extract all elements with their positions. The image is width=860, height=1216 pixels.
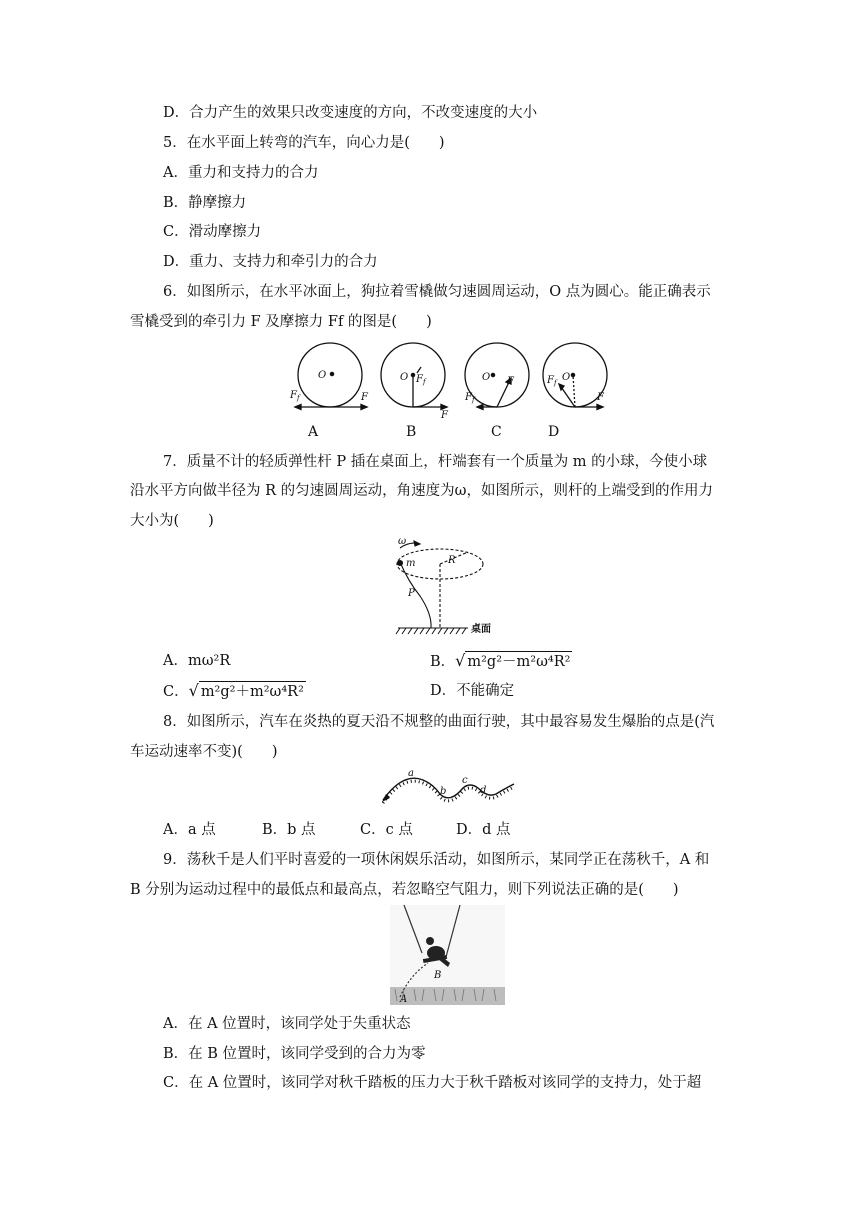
q8-option-d: D．d 点 xyxy=(456,822,511,838)
q7-option-a: A．mω²R xyxy=(163,653,231,669)
fig7-p-label: P xyxy=(408,588,415,599)
q9-option-a: A．在 A 位置时，该同学处于失重状态 xyxy=(163,1016,411,1032)
q9-option-c: C．在 A 位置时，该同学对秋千踏板的压力大于秋千踏板对该同学的支持力，处于超 xyxy=(163,1075,702,1091)
q7-option-c-prefix: C． xyxy=(163,684,189,700)
q8-option-c: C．c 点 xyxy=(360,822,413,838)
q9-figure xyxy=(390,905,505,1005)
fig6-d-f-label: F xyxy=(597,392,604,403)
fig8-point-a-label: a xyxy=(408,768,414,779)
fig6-circle-c xyxy=(465,343,529,407)
fig8-point-b-label: b xyxy=(440,786,447,797)
q9-option-b: B．在 B 位置时，该同学受到的合力为零 xyxy=(163,1046,426,1062)
fig6-caption-d: D xyxy=(548,424,560,440)
q5-stem: 5．在水平面上转弯的汽车，向心力是( ) xyxy=(163,135,445,151)
fig6-b-f-label: F xyxy=(441,410,448,421)
fig7-r-label: R xyxy=(448,555,456,566)
fig6-c-f-label: F xyxy=(507,376,514,387)
fig9-b-label: B xyxy=(434,970,442,981)
fig6-b-o-label: O xyxy=(400,372,409,383)
fig8-point-c-label: c xyxy=(462,775,468,786)
fig6-a-f-label: F xyxy=(361,392,368,403)
fig6-a-ff-label: $F_f$ xyxy=(290,390,300,402)
q7-option-d: D．不能确定 xyxy=(430,683,515,699)
q7-stem-line2: 沿水平方向做半径为 R 的匀速圆周运动，角速度为ω，如图所示，则杆的上端受到的作用力 xyxy=(130,483,713,499)
q8-stem-line1: 8．如图所示，汽车在炎热的夏天沿不规整的曲面行驶，其中最容易发生爆胎的点是(汽 xyxy=(163,714,715,730)
q7-figure xyxy=(388,536,518,641)
q7-option-c: C．√ m²g²＋m²ω⁴R² xyxy=(163,681,304,700)
q5-option-c: C．滑动摩擦力 xyxy=(163,224,262,240)
fig8-point-d-label: d xyxy=(480,785,487,796)
fig6-caption-b: B xyxy=(406,424,417,440)
fig6-c-ff-label: $F_f$ xyxy=(465,392,475,404)
q8-figure xyxy=(378,766,518,808)
q8-option-a: A．a 点 xyxy=(163,822,216,838)
q5-option-d: D．重力、支持力和牵引力的合力 xyxy=(163,254,378,270)
q7-option-c-radicand: m²g²＋m²ω⁴R² xyxy=(199,681,306,702)
q5-option-b: B．静摩擦力 xyxy=(163,195,247,211)
q6-stem-line1: 6．如图所示，在水平冰面上，狗拉着雪橇做匀速圆周运动，O 点为圆心。能正确表示 xyxy=(163,284,711,300)
q7-stem-line3: 大小为( ) xyxy=(130,513,214,529)
fig9-a-label: A xyxy=(400,994,408,1005)
fig7-m-label: m xyxy=(406,558,416,569)
fig6-b-ff-label: $F_f$ xyxy=(416,374,426,386)
fig6-c-o-label: O xyxy=(482,372,491,383)
q6-stem-line2: 雪橇受到的牵引力 F 及摩擦力 Ff 的图是( ) xyxy=(130,314,432,330)
q7-option-b: B．√ m²g²－m²ω⁴R² xyxy=(430,651,571,670)
q7-option-b-radicand: m²g²－m²ω⁴R² xyxy=(465,651,572,672)
fig6-caption-c: C xyxy=(491,424,502,440)
q8-option-b: B．b 点 xyxy=(262,822,316,838)
q8-stem-line2: 车运动速率不变)( ) xyxy=(130,744,278,760)
fig7-table-label: 桌面 xyxy=(471,624,491,635)
q9-stem-line2: B 分别为运动过程中的最低点和最高点，若忽略空气阻力，则下列说法正确的是( ) xyxy=(130,882,679,898)
q7-stem-line1: 7．质量不计的轻质弹性杆 P 插在桌面上，杆端套有一个质量为 m 的小球，今使小球 xyxy=(163,454,708,470)
fig6-d-o-label: O xyxy=(562,372,571,383)
fig6-a-o-label: O xyxy=(318,370,327,381)
fig6-d-ff-label: $F_f$ xyxy=(547,375,557,387)
q5-option-a: A．重力和支持力的合力 xyxy=(163,165,319,181)
q9-stem-line1: 9．荡秋千是人们平时喜爱的一项休闲娱乐活动，如图所示，某同学正在荡秋千，A 和 xyxy=(163,852,710,868)
q6-figure xyxy=(285,340,615,421)
fig7-omega-label: ω xyxy=(398,536,407,547)
q7-option-b-prefix: B． xyxy=(430,654,456,670)
fig6-caption-a: A xyxy=(308,424,319,440)
q4-option-d: D．合力产生的效果只改变速度的方向，不改变速度的大小 xyxy=(163,105,538,121)
